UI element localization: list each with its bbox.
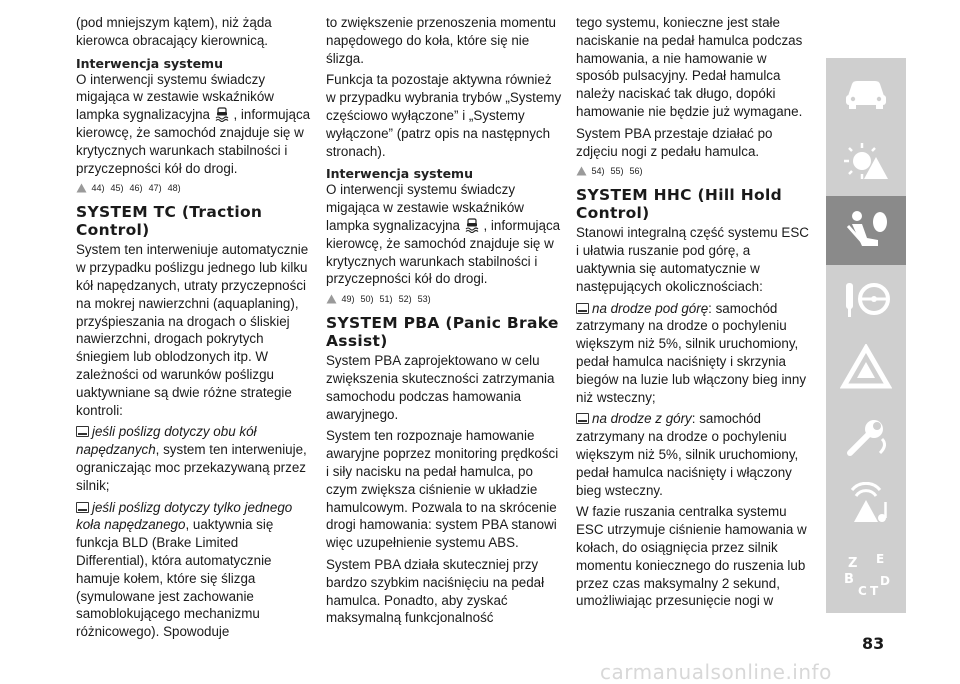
tab-starting-driving[interactable] <box>826 265 906 334</box>
tab-index[interactable] <box>826 541 906 610</box>
tab-warning-lights[interactable] <box>826 127 906 196</box>
paragraph: to zwiększenie przenoszenia momentu napędowego do koła, które się nie ślizga. <box>326 15 556 66</box>
heading-system-pba: SYSTEM PBA (Panic Brake Assist) <box>326 314 559 351</box>
text-column-2 <box>326 14 562 631</box>
paragraph: O interwencji systemu świadczy migająca w zestawie wskaźników lampka sygnalizacyjna , informująca kierowcę, że samochód znajduje się w krytycznych warunkach stabilności i przyczepności kół do drogi. <box>326 182 561 287</box>
subheading-interwencja: Interwencja systemu <box>76 55 223 71</box>
paragraph: O interwencji systemu świadczy migająca w zestawie wskaźników lampka sygnalizacyjna , informująca kierowcę, że samochód znajduje się w krytycznych warunkach stabilności i przyczepności kół do drogi. <box>76 71 311 176</box>
paragraph: tego systemu, konieczne jest stałe naciskanie na pedał hamulca podczas hamowania, a nie hamowanie w sposób pulsacyjny. Pedał hamulca należy naciskać tak długo, dopóki hamowanie nie będzie już wymagane. <box>576 15 803 119</box>
airbag-seat-icon <box>840 206 892 254</box>
sun-warning-icon <box>840 137 892 185</box>
index-letter: C <box>858 584 867 598</box>
index-letter: Z <box>848 556 858 571</box>
list-item: na drodze pod górę: samochód zatrzymany na drodze o pochyleniu większym niż 5%, silnik uruchomiony, pedał hamulca naciśnięty i skrzynia biegów na luzie lub włączony bieg inny niż wsteczny; <box>576 300 807 405</box>
tab-emergency[interactable] <box>826 334 906 403</box>
chapter-tab-bar <box>826 58 906 613</box>
warning-triangle-icon <box>326 294 337 304</box>
warning-triangle-icon <box>576 166 587 176</box>
index-letter: E <box>876 552 885 566</box>
page-number: 83 <box>862 634 885 653</box>
list-item: na drodze z góry: samochód zatrzymany na drodze o pochyleniu większym niż 5%, silnik uruchomiony, pedał hamulca naciśnięty i włączony bieg wsteczny. <box>576 411 799 498</box>
esc-warning-lamp-icon <box>214 107 230 122</box>
warning-references: 44) 45) 46) 47) 48) <box>76 181 312 195</box>
bullet-icon <box>576 413 589 424</box>
subheading-interwencja: Interwencja systemu <box>326 166 473 182</box>
esc-warning-lamp-icon <box>464 218 480 233</box>
index-letter: B <box>844 572 854 587</box>
warning-triangle-icon <box>76 183 87 193</box>
tab-safety[interactable] <box>826 196 906 265</box>
warning-references: 54) 55) 56) <box>576 164 812 178</box>
bullet-icon <box>76 502 89 513</box>
paragraph: W fazie ruszania centralka systemu ESC utrzymuje ciśnienie hamowania w kołach, do osiągnięcia przez silnik momentu koniecznego do ruszenia lub przez czas maksymalny 2 sekund, umożliwiając przesunięcie nogi w <box>576 504 807 609</box>
car-dashboard-icon <box>840 68 892 116</box>
paragraph: (pod mniejszym kątem), niż żąda kierowca obracający kierownicą. <box>76 15 272 48</box>
tab-multimedia[interactable] <box>826 472 906 541</box>
index-letter: D <box>880 574 890 588</box>
bullet-icon <box>76 426 89 437</box>
paragraph: System PBA zaprojektowano w celu zwiększenia skuteczności zatrzymania samochodu podczas hamowania awaryjnego. <box>326 353 555 422</box>
text-column-3 <box>576 14 812 614</box>
paragraph: System ten rozpoznaje hamowanie awaryjne poprzez monitoring prędkości i siły nacisku na pedał hamulca, po czym zwiększa ciśnienie w układzie hamulcowym. Pozwala to na skrócenie drogi hamowania: system PBA stanowi więc uzupełnienie systemu ABS. <box>326 428 559 551</box>
index-letter: T <box>870 584 879 598</box>
text-column-1 <box>76 14 312 645</box>
paragraph: System PBA przestaje działać po zdjęciu nogi z pedału hamulca. <box>576 125 773 159</box>
tab-dashboard[interactable] <box>826 58 906 127</box>
music-navigation-icon <box>840 482 892 530</box>
alphabet-index-icon <box>840 551 892 599</box>
list-item: jeśli poślizg dotyczy obu kół napędzanych, system ten interweniuje, ograniczając moc przekazywaną przez silnik; <box>76 424 307 493</box>
watermark: carmanualsonline.info <box>600 660 832 684</box>
bullet-icon <box>576 303 589 314</box>
warning-references: 49) 50) 51) 52) 53) <box>326 292 562 306</box>
warning-triangle-icon <box>840 344 892 392</box>
key-steering-icon <box>840 275 892 323</box>
wrench-service-icon <box>840 413 892 461</box>
tab-maintenance[interactable] <box>826 403 906 472</box>
heading-system-tc: SYSTEM TC (Traction Control) <box>76 203 263 240</box>
paragraph: System PBA działa skuteczniej przy bardzo szybkim naciśnięciu na pedał hamulca. Ponadto, aby zyskać maksymalną funkcjonalność <box>326 556 545 626</box>
paragraph: System ten interweniuje automatycznie w przypadku poślizgu jednego lub kilku kół napędzanych, utraty przyczepności na mokrej nawierzchni (aquaplaning), przyśpieszania na drogach o śliskiej nawierzchni, drogach pokrytych śniegiem lub oblodzonych itp. W zależności od warunków poślizgu uaktywniane są dwie różne strategie kontroli: <box>76 242 309 418</box>
paragraph: Funkcja ta pozostaje aktywna również w przypadku wybrania trybów „Systemy częściowo wyłączone” i „Systemy wyłączone” (patrz opis na następnych stronach). <box>326 72 562 159</box>
list-item: jeśli poślizg dotyczy tylko jednego koła napędzanego, uaktywnia się funkcja BLD (Brake Limited Differential), która automatycznie hamuje kołem, które się ślizga (symulowane jest zachowanie samoblokującego mechanizmu różnicowego). Spowoduje <box>76 499 293 640</box>
heading-system-hhc: SYSTEM HHC (Hill Hold Control) <box>576 186 782 223</box>
paragraph: Stanowi integralną część systemu ESC i ułatwia ruszanie pod górę, a uaktywnia się automatycznie w następujących okolicznościach: <box>576 225 809 294</box>
